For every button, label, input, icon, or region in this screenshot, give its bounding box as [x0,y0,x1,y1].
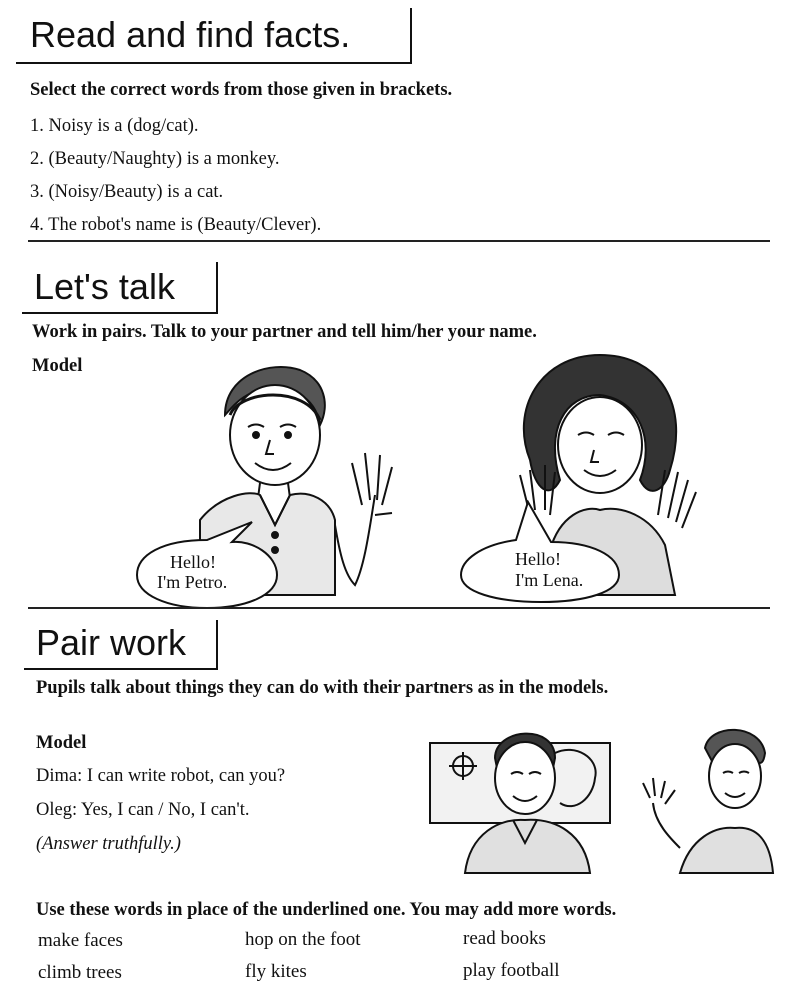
instruction-select-words: Select the correct words from those given in brackets. [30,80,453,100]
dialogue-line-oleg: Oleg: Yes, I can / No, I can't. [36,800,250,820]
section-title-pair-work: Pair work [36,622,187,663]
boys-dima-oleg-illustration [425,718,775,878]
dialogue-line-dima: Dima: I can write robot, can you? [36,766,286,786]
instruction-pupils-talk: Pupils talk about things they can do with their partners as in the models. [36,678,609,698]
word-read-books: read books [463,928,546,949]
word-climb-trees: climb trees [38,962,122,983]
word-make-faces: make faces [38,930,123,951]
model-label-talk: Model [32,356,83,376]
exercise-item-2: 2. (Beauty/Naughty) is a monkey. [30,149,280,169]
section-title-read-and-find-facts: Read and find facts. [30,14,351,55]
note-answer-truthfully: (Answer truthfully.) [36,834,181,854]
exercise-item-1: 1. Noisy is a (dog/cat). [30,116,199,136]
exercise-item-3: 3. (Noisy/Beauty) is a cat. [30,182,224,202]
speech-text-petro-hello: Hello! [170,552,216,572]
model-label-pair: Model [36,733,87,753]
word-hop-on-the-foot: hop on the foot [245,929,361,950]
word-play-football: play football [463,960,560,981]
speech-text-petro-name: I'm Petro. [157,572,228,592]
speech-text-lena-hello: Hello! [515,549,561,569]
divider-1 [28,240,770,242]
section-title-lets-talk: Let's talk [34,266,175,307]
instruction-work-in-pairs: Work in pairs. Talk to your partner and tell him/her your name. [32,322,537,342]
word-fly-kites: fly kites [245,961,307,982]
divider-2 [28,607,770,609]
instruction-use-these-words: Use these words in place of the underlined one. You may add more words. [36,900,617,920]
speech-text-lena-name: I'm Lena. [515,570,584,590]
exercise-item-4: 4. The robot's name is (Beauty/Clever). [30,215,322,235]
